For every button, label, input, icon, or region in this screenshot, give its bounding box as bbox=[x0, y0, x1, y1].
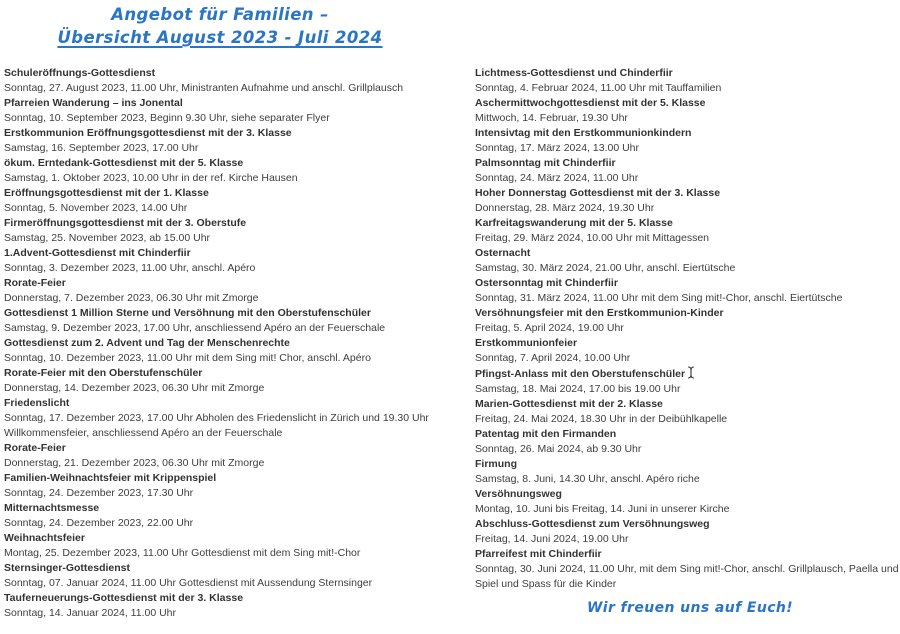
event-title bbox=[475, 457, 899, 472]
event-title bbox=[475, 96, 899, 111]
event-title-text: Eröffnungsgottesdienst mit der 1. Klasse bbox=[4, 187, 209, 199]
event-details: Mittwoch, 14. Februar, 19.30 Uhr bbox=[475, 112, 628, 124]
event-item bbox=[4, 126, 462, 156]
event-details: Sonntag, 24. Dezember 2023, 22.00 Uhr bbox=[4, 517, 194, 529]
event-title bbox=[475, 427, 899, 442]
event-title bbox=[475, 156, 899, 171]
document-title bbox=[50, 3, 390, 49]
event-title bbox=[475, 126, 899, 141]
event-details: Sonntag, 26. Mai 2024, ab 9.30 Uhr bbox=[475, 443, 642, 455]
event-details: Sonntag, 17. Dezember 2023, 17.00 Uhr Abholen des Friedenslicht in Zürich und 19.30 Uhr Willkommensfeier, anschliessend Apéro an der Feuerschale bbox=[4, 412, 429, 439]
event-title-text: Versöhnungsweg bbox=[475, 488, 562, 500]
event-item bbox=[475, 66, 899, 96]
event-title bbox=[475, 517, 899, 532]
event-title bbox=[4, 531, 462, 546]
event-title-text: Pfarreifest mit Chinderfiir bbox=[475, 548, 602, 560]
event-title-text: ökum. Erntedank-Gottesdienst mit der 5. Klasse bbox=[4, 157, 244, 169]
event-item bbox=[4, 366, 462, 396]
event-title bbox=[475, 366, 899, 382]
event-title bbox=[475, 276, 899, 291]
event-details: Donnerstag, 21. Dezember 2023, 06.30 Uhr mit Zmorge bbox=[4, 457, 265, 469]
event-title-text: Marien-Gottesdienst mit der 2. Klasse bbox=[475, 398, 663, 410]
event-details: Freitag, 5. April 2024, 19.00 Uhr bbox=[475, 322, 624, 334]
event-title bbox=[475, 186, 899, 201]
event-item bbox=[4, 531, 462, 561]
event-title bbox=[4, 306, 462, 321]
event-item bbox=[4, 561, 462, 591]
event-details: Samstag, 8. Juni, 14.30 Uhr, anschl. Apéro riche bbox=[475, 473, 700, 485]
event-title-text: Weihnachtsfeier bbox=[4, 532, 85, 544]
event-details: Montag, 25. Dezember 2023, 11.00 Uhr Gottesdienst mit dem Sing mit!-Chor bbox=[4, 547, 361, 559]
event-item bbox=[4, 396, 462, 441]
event-title bbox=[475, 306, 899, 321]
event-title-text: Aschermittwochgottesdienst mit der 5. Klasse bbox=[475, 97, 706, 109]
event-title bbox=[475, 397, 899, 412]
event-title-text: Rorate-Feier bbox=[4, 442, 66, 454]
event-item bbox=[475, 517, 899, 547]
event-item bbox=[475, 156, 899, 186]
event-title-text: Mitternachtsmesse bbox=[4, 502, 100, 514]
event-item bbox=[475, 126, 899, 156]
event-title bbox=[475, 66, 899, 81]
event-title bbox=[4, 591, 462, 606]
event-title-text: Sternsinger-Gottesdienst bbox=[4, 562, 131, 574]
event-item bbox=[4, 306, 462, 336]
event-title bbox=[4, 501, 462, 516]
event-item bbox=[475, 366, 899, 397]
event-title-text: Rorate-Feier mit den Oberstufenschüler bbox=[4, 367, 203, 379]
event-title-text: Tauferneuerungs-Gottesdienst mit der 3. Klasse bbox=[4, 592, 244, 604]
event-title bbox=[4, 396, 462, 411]
event-title-text: Karfreitagswanderung mit der 5. Klasse bbox=[475, 217, 673, 229]
event-title bbox=[475, 216, 899, 231]
event-title-text: Osternacht bbox=[475, 247, 531, 259]
event-title bbox=[4, 66, 462, 81]
event-details: Freitag, 24. Mai 2024, 18.30 Uhr in der Deibühlkapelle bbox=[475, 413, 728, 425]
event-item bbox=[4, 246, 462, 276]
event-details: Sonntag, 24. Dezember 2023, 17.30 Uhr bbox=[4, 487, 194, 499]
event-details: Freitag, 29. März 2024, 10.00 Uhr mit Mittagessen bbox=[475, 232, 710, 244]
event-title bbox=[4, 561, 462, 576]
event-details: Sonntag, 31. März 2024, 11.00 Uhr mit dem Sing mit!-Chor, anschl. Eiertütsche bbox=[475, 292, 843, 304]
event-details: Donnerstag, 14. Dezember 2023, 06.30 Uhr mit Zmorge bbox=[4, 382, 265, 394]
event-title-text: Rorate-Feier bbox=[4, 277, 66, 289]
event-title-text: Hoher Donnerstag Gottesdienst mit der 3. Klasse bbox=[475, 187, 721, 199]
event-title-text: Friedenslicht bbox=[4, 397, 70, 409]
event-item bbox=[475, 306, 899, 336]
event-details: Sonntag, 10. September 2023, Beginn 9.30 Uhr, siehe separater Flyer bbox=[4, 112, 330, 124]
event-title-text: Schuleröffnungs-Gottesdienst bbox=[4, 67, 156, 79]
event-title bbox=[4, 246, 462, 261]
event-details: Samstag, 9. Dezember 2023, 17.00 Uhr, anschliessend Apéro an der Feuerschale bbox=[4, 322, 386, 334]
event-item bbox=[4, 66, 462, 96]
event-title-text: Ostersonntag mit Chinderfiir bbox=[475, 277, 618, 289]
event-title-text: Erstkommunion Eröffnungsgottesdienst mit der 3. Klasse bbox=[4, 127, 292, 139]
event-title-text: Pfarreien Wanderung – ins Jonental bbox=[4, 97, 183, 109]
event-item bbox=[475, 427, 899, 457]
event-title bbox=[4, 336, 462, 351]
event-item bbox=[475, 216, 899, 246]
event-title-text: Gottesdienst 1 Million Sterne und Versöhnung mit den Oberstufenschüler bbox=[4, 307, 371, 319]
event-title bbox=[475, 336, 899, 351]
event-details: Donnerstag, 28. März 2024, 19.30 Uhr bbox=[475, 202, 655, 214]
event-title-text: Abschluss-Gottesdienst zum Versöhnungsweg bbox=[475, 518, 710, 530]
event-item bbox=[475, 276, 899, 306]
event-item bbox=[4, 216, 462, 246]
event-item bbox=[475, 487, 899, 517]
event-details: Sonntag, 5. November 2023, 14.00 Uhr bbox=[4, 202, 188, 214]
event-title-text: 1.Advent-Gottesdienst mit Chinderfiir bbox=[4, 247, 191, 259]
title-line-2: Übersicht August 2023 - Juli 2024 bbox=[57, 28, 383, 47]
event-title-text: Firmung bbox=[475, 458, 517, 470]
event-title bbox=[4, 276, 462, 291]
event-item bbox=[475, 547, 899, 592]
event-item bbox=[475, 246, 899, 276]
event-title bbox=[4, 471, 462, 486]
event-title-text: Familien-Weihnachtsfeier mit Krippenspiel bbox=[4, 472, 217, 484]
event-item bbox=[4, 471, 462, 501]
events-column-left bbox=[4, 66, 462, 621]
event-item bbox=[475, 96, 899, 126]
event-item bbox=[4, 591, 462, 621]
event-title-text: Lichtmess-Gottesdienst und Chinderfiir bbox=[475, 67, 673, 79]
event-details: Montag, 10. Juni bis Freitag, 14. Juni in unserer Kirche bbox=[475, 503, 730, 515]
event-details: Sonntag, 27. August 2023, 11.00 Uhr, Ministranten Aufnahme und anschl. Grillplausch bbox=[4, 82, 404, 94]
event-item bbox=[4, 441, 462, 471]
event-title-text: Intensivtag mit den Erstkommunionkindern bbox=[475, 127, 692, 139]
event-details: Sonntag, 24. März 2024, 11.00 Uhr bbox=[475, 172, 639, 184]
event-title-text: Palmsonntag mit Chinderfiir bbox=[475, 157, 616, 169]
event-item bbox=[475, 457, 899, 487]
event-details: Sonntag, 14. Januar 2024, 11.00 Uhr bbox=[4, 607, 177, 619]
event-title-text: Gottesdienst zum 2. Advent und Tag der Menschenrechte bbox=[4, 337, 290, 349]
text-cursor-icon bbox=[687, 366, 695, 379]
event-item bbox=[4, 186, 462, 216]
event-title-text: Erstkommunionfeier bbox=[475, 337, 578, 349]
event-title bbox=[475, 547, 899, 562]
event-details: Freitag, 14. Juni 2024, 19.00 Uhr bbox=[475, 533, 629, 545]
event-title bbox=[4, 441, 462, 456]
event-title-text: Versöhnungsfeier mit den Erstkommunion-Kinder bbox=[475, 307, 724, 319]
event-details: Sonntag, 30. Juni 2024, 11.00 Uhr, mit dem Sing mit!-Chor, anschl. Grillplausch, Paella und Spiel und Spass für die Kinder bbox=[475, 563, 899, 590]
event-item bbox=[4, 501, 462, 531]
event-title-text: Patentag mit den Firmanden bbox=[475, 428, 617, 440]
event-details: Sonntag, 10. Dezember 2023, 11.00 Uhr mit dem Sing mit! Chor, anschl. Apéro bbox=[4, 352, 371, 364]
event-details: Sonntag, 07. Januar 2024, 11.00 Uhr Gottesdienst mit Aussendung Sternsinger bbox=[4, 577, 373, 589]
event-item bbox=[475, 186, 899, 216]
event-title bbox=[475, 246, 899, 261]
event-title bbox=[4, 216, 462, 231]
event-details: Donnerstag, 7. Dezember 2023, 06.30 Uhr mit Zmorge bbox=[4, 292, 259, 304]
event-title-text: Firmeröffnungsgottesdienst mit der 3. Oberstufe bbox=[4, 217, 247, 229]
events-column-right bbox=[475, 66, 899, 592]
title-line-1: Angebot für Familien – bbox=[111, 5, 329, 24]
event-details: Sonntag, 17. März 2024, 13.00 Uhr bbox=[475, 142, 640, 154]
event-item bbox=[475, 397, 899, 427]
event-item bbox=[4, 276, 462, 306]
event-details: Sonntag, 4. Februar 2024, 11.00 Uhr mit Tauffamilien bbox=[475, 82, 722, 94]
event-details: Samstag, 1. Oktober 2023, 10.00 Uhr in der ref. Kirche Hausen bbox=[4, 172, 298, 184]
event-item bbox=[475, 336, 899, 366]
event-title-text: Pfingst-Anlass mit den Oberstufenschüler bbox=[475, 368, 686, 380]
event-title bbox=[4, 186, 462, 201]
event-details: Samstag, 30. März 2024, 21.00 Uhr, anschl. Eiertütsche bbox=[475, 262, 736, 274]
event-details: Samstag, 16. September 2023, 17.00 Uhr bbox=[4, 142, 199, 154]
event-details: Sonntag, 3. Dezember 2023, 11.00 Uhr, anschl. Apéro bbox=[4, 262, 256, 274]
event-details: Samstag, 25. November 2023, ab 15.00 Uhr bbox=[4, 232, 211, 244]
event-title bbox=[4, 96, 462, 111]
event-title bbox=[4, 156, 462, 171]
event-title bbox=[4, 126, 462, 141]
event-details: Sonntag, 7. April 2024, 10.00 Uhr bbox=[475, 352, 631, 364]
event-details: Samstag, 18. Mai 2024, 17.00 bis 19.00 Uhr bbox=[475, 383, 681, 395]
event-item bbox=[4, 336, 462, 366]
event-title bbox=[4, 366, 462, 381]
event-title bbox=[475, 487, 899, 502]
event-item bbox=[4, 156, 462, 186]
event-item bbox=[4, 96, 462, 126]
closing-note: Wir freuen uns auf Euch! bbox=[586, 600, 794, 616]
